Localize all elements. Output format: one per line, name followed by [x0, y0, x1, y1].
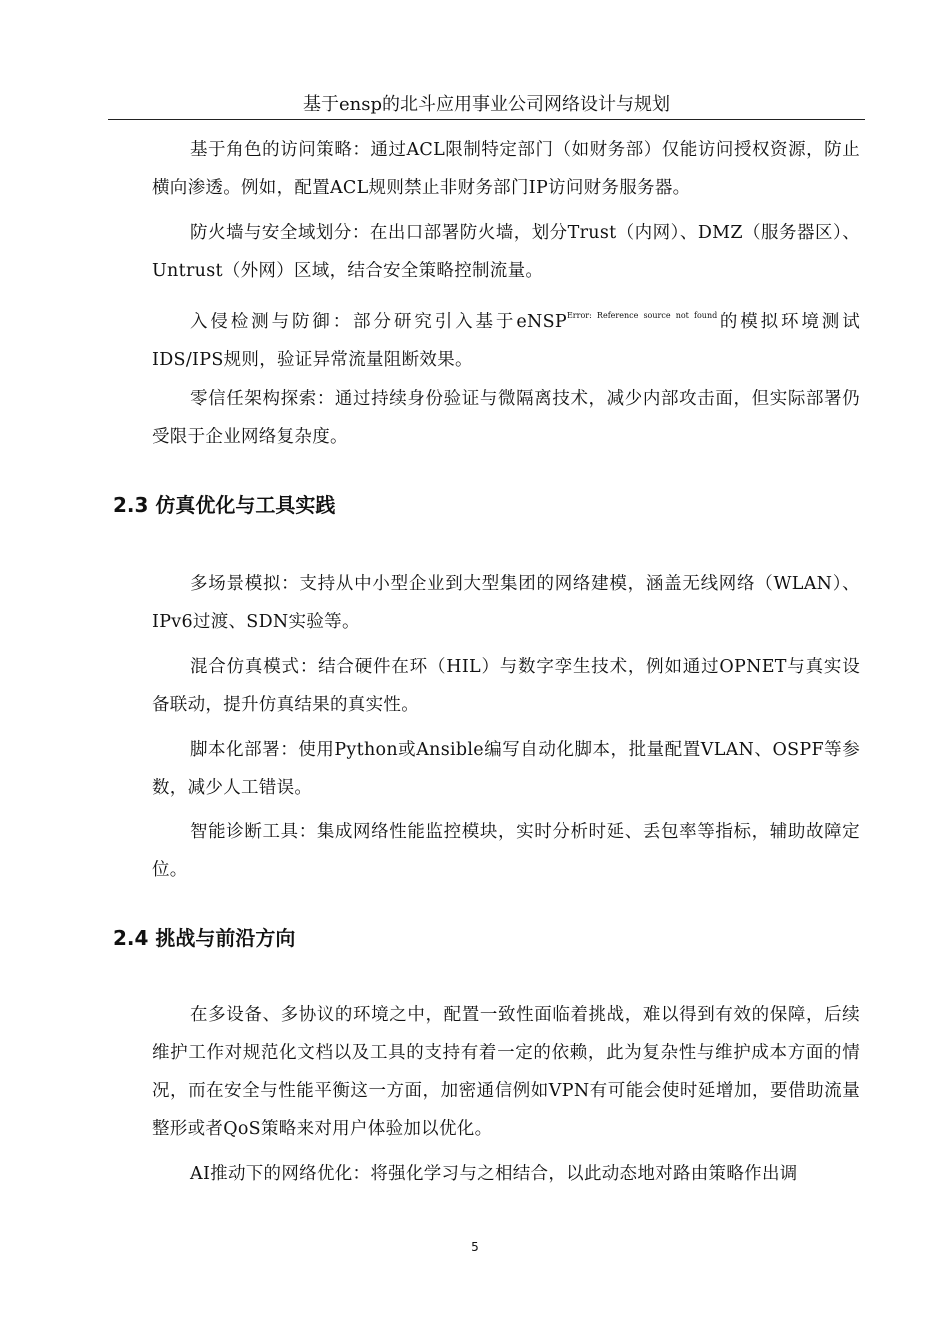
paragraph-hybrid-simulation: 混合仿真模式：结合硬件在环（HIL）与数字孪生技术，例如通过OPNET与真实设备联动，提升仿真结果的真实性。	[152, 657, 860, 715]
header-divider	[108, 119, 865, 120]
paragraph-zero-trust: 零信任架构探索：通过持续身份验证与微隔离技术，减少内部攻击面，但实际部署仍受限于企业网络复杂度。	[152, 389, 860, 447]
page-header-title: 基于ensp的北斗应用事业公司网络设计与规划	[302, 94, 670, 115]
paragraph-diagnostic-tools: 智能诊断工具：集成网络性能监控模块，实时分析时延、丢包率等指标，辅助故障定位。	[152, 822, 860, 880]
paragraph-ai-optimization: AI推动下的网络优化：将强化学习与之相结合，以此动态地对路由策略作出调	[190, 1164, 798, 1184]
section-heading-2-4: 2.4 挑战与前沿方向	[113, 926, 296, 950]
page-number: 5	[471, 1240, 479, 1254]
intrusion-text-after: 的模拟环境测试IDS/IPS规则，验证异常流量阻断效果。	[152, 312, 861, 370]
paragraph-scripted-deployment: 脚本化部署：使用Python或Ansible编写自动化脚本，批量配置VLAN、OSPF等参数，减少人工错误。	[152, 740, 860, 798]
paragraph-role-based-access: 基于角色的访问策略：通过ACL限制特定部门（如财务部）仅能访问授权资源，防止横向渗透。例如，配置ACL规则禁止非财务部门IP访问财务服务器。	[152, 140, 860, 198]
intrusion-text-before: 入侵检测与防御：部分研究引入基于eNSP	[190, 312, 567, 332]
reference-error-superscript: Error: Reference source not found	[566, 311, 718, 320]
paragraph-multi-scenario: 多场景模拟：支持从中小型企业到大型集团的网络建模，涵盖无线网络（WLAN）、IPv6过渡、SDN实验等。	[152, 574, 860, 632]
section-heading-2-3: 2.3 仿真优化与工具实践	[113, 493, 336, 517]
paragraph-intrusion-detection	[152, 297, 860, 379]
paragraph-firewall-zones: 防火墙与安全域划分：在出口部署防火墙，划分Trust（内网）、DMZ（服务器区）、Untrust（外网）区域，结合安全策略控制流量。	[152, 223, 860, 281]
paragraph-complexity-maintenance: 在多设备、多协议的环境之中，配置一致性面临着挑战，难以得到有效的保障，后续维护工作对规范化文档以及工具的支持有着一定的依赖，此为复杂性与维护成本方面的情况，而在安全与性能平衡这一方面，加密通信例如VPN有可能会使时延增加，要借助流量整形或者QoS策略来对用户体验加以优化。	[152, 1005, 860, 1139]
